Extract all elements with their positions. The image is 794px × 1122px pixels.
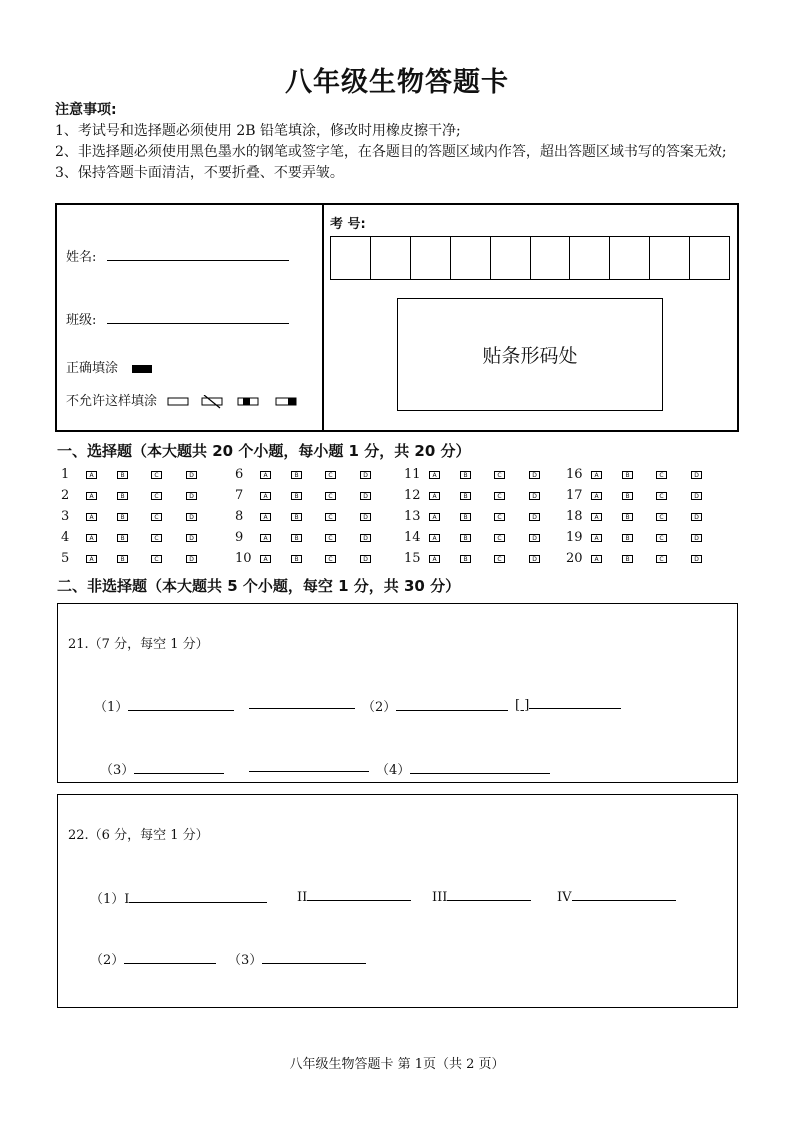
section1-title: 一、选择题（本大题共 20 个小题，每小题 1 分，共 20 分） [57, 442, 471, 460]
mc-option-b-bubble[interactable]: B [117, 492, 128, 500]
mc-option-b-bubble[interactable]: B [117, 513, 128, 521]
mc-option-a-bubble[interactable]: A [260, 534, 271, 542]
mc-option-c-bubble[interactable]: C [325, 471, 336, 479]
mc-question-6 [235, 467, 385, 485]
mc-question-number: 20 [566, 551, 583, 566]
exam-digit-cell[interactable] [531, 237, 571, 279]
mc-question-number: 13 [404, 509, 421, 524]
mc-option-d-bubble[interactable]: D [691, 513, 702, 521]
q22-row2-part2 [90, 949, 216, 968]
q22-row1-iv [557, 888, 676, 905]
mc-question-number: 12 [404, 488, 421, 503]
mc-option-a-bubble[interactable]: A [591, 492, 602, 500]
mc-option-d-bubble[interactable]: D [186, 534, 197, 542]
mc-option-b-bubble[interactable]: B [460, 534, 471, 542]
mc-option-b-bubble[interactable]: B [622, 492, 633, 500]
mc-option-d-bubble[interactable]: D [529, 492, 540, 500]
q21-answer-box [57, 603, 738, 783]
name-field [66, 246, 289, 265]
mc-question-7 [235, 488, 385, 506]
page-footer: 八年级生物答题卡 第 1页（共 2 页） [289, 1057, 505, 1072]
exam-digit-cell[interactable] [331, 237, 371, 279]
mc-question-19 [566, 530, 716, 548]
q21-row1 [94, 696, 234, 715]
q21-row2 [100, 759, 224, 778]
mc-option-a-bubble[interactable]: A [260, 513, 271, 521]
student-info-box [55, 203, 739, 432]
mc-option-c-bubble[interactable]: C [494, 534, 505, 542]
answer-blank[interactable] [129, 890, 267, 903]
mc-option-b-bubble[interactable]: B [291, 555, 302, 563]
note-item: 1、考试号和选择题必须使用 2B 铅笔填涂，修改时用橡皮擦干净; [55, 123, 461, 139]
mc-option-c-bubble[interactable]: C [151, 555, 162, 563]
mc-question-number: 17 [566, 488, 583, 503]
mc-question-number: 18 [566, 509, 583, 524]
q22-iv-label: IV [557, 890, 572, 905]
q22-answer-box [57, 794, 738, 1008]
mc-question-number: 9 [235, 530, 244, 545]
exam-number-label: 考 号: [330, 217, 366, 232]
exam-digit-cell[interactable] [690, 237, 729, 279]
q22-row1-iii [432, 888, 531, 905]
mc-option-c-bubble[interactable]: C [325, 555, 336, 563]
mc-option-b-bubble[interactable]: B [291, 471, 302, 479]
mc-option-c-bubble[interactable]: C [325, 492, 336, 500]
mc-option-c-bubble[interactable]: C [494, 492, 505, 500]
mc-option-c-bubble[interactable]: C [151, 471, 162, 479]
answer-blank[interactable] [134, 761, 224, 774]
exam-digit-cell[interactable] [411, 237, 451, 279]
mc-option-b-bubble[interactable]: B [460, 555, 471, 563]
q22-row1-part1 [90, 888, 267, 907]
mc-option-a-bubble[interactable]: A [86, 513, 97, 521]
mc-question-number: 1 [61, 467, 70, 482]
mc-question-9 [235, 530, 385, 548]
q22-part3-label: （3） [228, 953, 263, 968]
mc-option-b-bubble[interactable]: B [622, 555, 633, 563]
mc-option-c-bubble[interactable]: C [656, 492, 667, 500]
exam-digit-cell[interactable] [371, 237, 411, 279]
q22-part2-label: （2） [90, 953, 125, 968]
mc-question-number: 15 [404, 551, 421, 566]
q22-row1-ii [297, 888, 411, 905]
mc-option-b-bubble[interactable]: B [460, 492, 471, 500]
q21-part3-label: （3） [100, 763, 135, 778]
answer-blank[interactable] [396, 698, 508, 711]
class-label: 班级: [66, 313, 97, 328]
name-input-line[interactable] [107, 248, 289, 261]
answer-blank[interactable] [128, 698, 234, 711]
mc-question-number: 6 [235, 467, 244, 482]
mc-option-a-bubble[interactable]: A [429, 555, 440, 563]
mc-option-c-bubble[interactable]: C [325, 513, 336, 521]
mc-question-number: 8 [235, 509, 244, 524]
mc-question-15 [404, 551, 554, 569]
mc-question-number: 3 [61, 509, 70, 524]
exam-digit-cell[interactable] [570, 237, 610, 279]
q21-row1-blank2 [249, 696, 355, 713]
mc-option-b-bubble[interactable]: B [622, 471, 633, 479]
mc-option-a-bubble[interactable]: A [86, 492, 97, 500]
notes [55, 100, 755, 184]
mc-option-d-bubble[interactable]: D [360, 492, 371, 500]
answer-blank[interactable] [447, 888, 531, 901]
section2-title: 二、非选择题（本大题共 5 个小题，每空 1 分，共 30 分） [57, 577, 461, 595]
mc-option-a-bubble[interactable]: A [260, 555, 271, 563]
mc-question-number: 11 [404, 467, 421, 482]
mc-option-a-bubble[interactable]: A [429, 492, 440, 500]
correct-fill-label: 正确填涂 [66, 361, 119, 376]
q21-part2-label: （2） [362, 700, 397, 715]
wrong-fill-icons [167, 395, 307, 409]
q21-row2-blank2 [249, 759, 369, 776]
answer-blank[interactable] [249, 759, 369, 772]
exam-number-grid[interactable] [330, 236, 730, 280]
notes-heading: 注意事项: [55, 102, 117, 118]
mc-option-c-bubble[interactable]: C [325, 534, 336, 542]
mc-question-18 [566, 509, 716, 527]
answer-blank[interactable] [307, 888, 411, 901]
q22-header: 22.（6 分，每空 1 分） [68, 828, 209, 843]
mc-option-d-bubble[interactable]: D [186, 492, 197, 500]
class-input-line[interactable] [107, 311, 289, 324]
mc-option-b-bubble[interactable]: B [291, 534, 302, 542]
exam-digit-cell[interactable] [650, 237, 690, 279]
mc-question-number: 2 [61, 488, 70, 503]
q21-row1-part2 [362, 696, 508, 715]
q21-header: 21.（7 分，每空 1 分） [68, 637, 209, 652]
q22-ii-label: II [297, 890, 308, 905]
answer-blank[interactable] [124, 951, 216, 964]
mc-option-b-bubble[interactable]: B [291, 492, 302, 500]
mc-option-c-bubble[interactable]: C [494, 555, 505, 563]
q21-part1-label: （1） [94, 700, 129, 715]
mc-option-b-bubble[interactable]: B [622, 534, 633, 542]
mc-option-d-bubble[interactable]: D [691, 555, 702, 563]
answer-blank[interactable] [249, 696, 355, 709]
mc-option-a-bubble[interactable]: A [591, 471, 602, 479]
q21-bracket[interactable]: [ ] [515, 698, 530, 713]
mc-question-12 [404, 488, 554, 506]
mc-option-b-bubble[interactable]: B [460, 513, 471, 521]
mc-option-d-bubble[interactable]: D [691, 534, 702, 542]
class-field [66, 309, 289, 328]
mc-option-a-bubble[interactable]: A [86, 471, 97, 479]
q22-row2-part3 [228, 949, 366, 968]
correct-fill-example [66, 357, 152, 376]
answer-blank[interactable] [572, 888, 676, 901]
mc-option-b-bubble[interactable]: B [117, 471, 128, 479]
mc-option-b-bubble[interactable]: B [460, 471, 471, 479]
mc-option-d-bubble[interactable]: D [360, 534, 371, 542]
barcode-area [397, 298, 663, 411]
wrong-fill-example [66, 390, 307, 409]
mc-option-d-bubble[interactable]: D [186, 555, 197, 563]
mc-option-c-bubble[interactable]: C [656, 471, 667, 479]
mc-option-b-bubble[interactable]: B [117, 555, 128, 563]
answer-blank[interactable] [410, 761, 550, 774]
mc-option-d-bubble[interactable]: D [529, 471, 540, 479]
mc-question-number: 16 [566, 467, 583, 482]
mc-option-c-bubble[interactable]: C [151, 534, 162, 542]
info-divider [322, 205, 324, 430]
mc-option-d-bubble[interactable]: D [360, 555, 371, 563]
mc-option-a-bubble[interactable]: A [591, 555, 602, 563]
mc-option-c-bubble[interactable]: C [494, 513, 505, 521]
barcode-label: 贴条形码处 [482, 345, 578, 367]
mc-option-b-bubble[interactable]: B [622, 513, 633, 521]
mc-question-number: 7 [235, 488, 244, 503]
mc-option-c-bubble[interactable]: C [494, 471, 505, 479]
mc-option-b-bubble[interactable]: B [117, 534, 128, 542]
answer-blank[interactable] [262, 951, 366, 964]
answer-blank[interactable] [529, 696, 621, 709]
q22-iii-label: III [432, 890, 448, 905]
mc-option-d-bubble[interactable]: D [529, 555, 540, 563]
mc-question-8 [235, 509, 385, 527]
mc-option-a-bubble[interactable]: A [429, 471, 440, 479]
mc-question-number: 10 [235, 551, 252, 566]
mc-option-c-bubble[interactable]: C [656, 555, 667, 563]
mc-question-5 [61, 551, 211, 569]
q21-row2-part4 [376, 759, 550, 778]
exam-digit-cell[interactable] [491, 237, 531, 279]
mc-option-a-bubble[interactable]: A [260, 471, 271, 479]
mc-question-number: 5 [61, 551, 70, 566]
filled-bubble-icon [132, 365, 152, 373]
mc-question-20 [566, 551, 716, 569]
mc-question-1 [61, 467, 211, 485]
q21-row1-bracket [515, 696, 621, 713]
mc-question-2 [61, 488, 211, 506]
mc-question-number: 14 [404, 530, 421, 545]
mc-option-d-bubble[interactable]: D [360, 471, 371, 479]
mc-option-c-bubble[interactable]: C [151, 513, 162, 521]
note-item: 3、保持答题卡面清洁，不要折叠、不要弄皱。 [55, 165, 344, 181]
exam-digit-cell[interactable] [451, 237, 491, 279]
name-label: 姓名: [66, 250, 97, 265]
mc-question-13 [404, 509, 554, 527]
page-title: 八年级生物答题卡 [285, 67, 509, 98]
mc-question-17 [566, 488, 716, 506]
mc-option-d-bubble[interactable]: D [360, 513, 371, 521]
mc-option-a-bubble[interactable]: A [591, 534, 602, 542]
note-item: 2、非选择题必须使用黑色墨水的钢笔或签字笔，在各题目的答题区域内作答，超出答题区域书写的答案无效; [55, 144, 727, 160]
mc-option-d-bubble[interactable]: D [186, 513, 197, 521]
mc-question-number: 4 [61, 530, 70, 545]
q22-part1-label: （1）I [90, 892, 130, 907]
mc-option-a-bubble[interactable]: A [429, 534, 440, 542]
mc-option-d-bubble[interactable]: D [529, 534, 540, 542]
mc-option-a-bubble[interactable]: A [86, 555, 97, 563]
mc-question-number: 19 [566, 530, 583, 545]
mc-option-c-bubble[interactable]: C [656, 534, 667, 542]
mc-question-11 [404, 467, 554, 485]
mc-option-c-bubble[interactable]: C [151, 492, 162, 500]
mc-question-3 [61, 509, 211, 527]
mc-option-d-bubble[interactable]: D [186, 471, 197, 479]
q21-part4-label: （4） [376, 763, 411, 778]
mc-option-d-bubble[interactable]: D [529, 513, 540, 521]
mc-option-a-bubble[interactable]: A [86, 534, 97, 542]
multiple-choice-grid [0, 467, 794, 577]
mc-option-a-bubble[interactable]: A [591, 513, 602, 521]
mc-option-d-bubble[interactable]: D [691, 492, 702, 500]
mc-question-10 [235, 551, 385, 569]
mc-option-d-bubble[interactable]: D [691, 471, 702, 479]
wrong-fill-label: 不允许这样填涂 [66, 394, 158, 409]
exam-digit-cell[interactable] [610, 237, 650, 279]
mc-question-14 [404, 530, 554, 548]
mc-option-c-bubble[interactable]: C [656, 513, 667, 521]
mc-option-a-bubble[interactable]: A [429, 513, 440, 521]
mc-option-b-bubble[interactable]: B [291, 513, 302, 521]
mc-question-4 [61, 530, 211, 548]
mc-question-16 [566, 467, 716, 485]
mc-option-a-bubble[interactable]: A [260, 492, 271, 500]
